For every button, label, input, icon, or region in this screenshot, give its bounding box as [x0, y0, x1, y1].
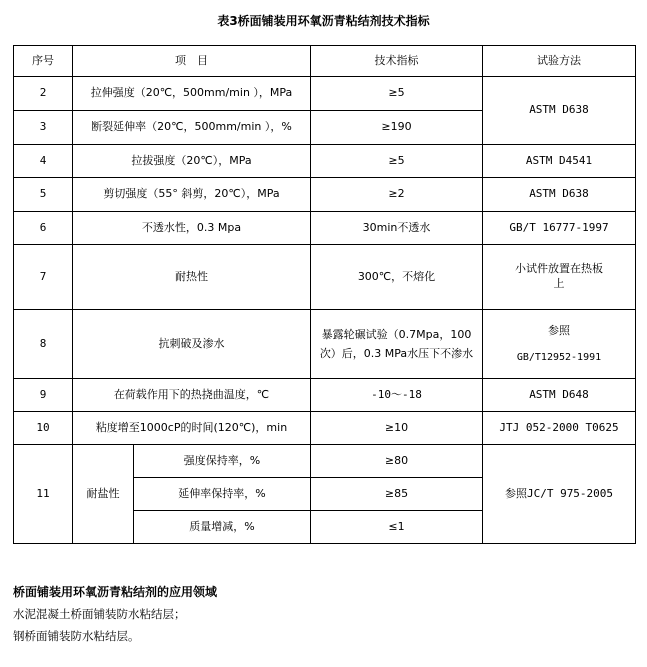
row-no: 2: [14, 77, 73, 111]
row-item: 剪切强度（55° 斜剪，20℃），MPa: [73, 178, 311, 212]
row-group: 耐盐性: [73, 445, 134, 544]
row-method-note: 参照: [548, 323, 570, 337]
row-no: 9: [14, 379, 73, 412]
row-value: 300℃，不熔化: [311, 245, 483, 310]
row-value: -10～-18: [311, 379, 483, 412]
table-row: [14, 145, 636, 178]
spec-table: [13, 45, 636, 544]
row-item: 粘度增至1000cP的时间(120℃)，min: [73, 412, 311, 445]
row-value: ≥5: [311, 77, 483, 111]
row-no: 8: [14, 310, 73, 379]
table-row: [14, 310, 636, 379]
row-value: 暴露轮碾试验（0.7Mpa，100次）后，0.3 MPa水压下不渗水: [311, 310, 483, 379]
row-method: ASTM D4541: [483, 145, 636, 178]
table-row: [14, 445, 636, 478]
row-method: ASTM D648: [483, 379, 636, 412]
subrow-item: 强度保持率，%: [134, 445, 311, 478]
row-no: 5: [14, 178, 73, 212]
row-value: ≥190: [311, 111, 483, 145]
table-row: [14, 178, 636, 212]
table-row: [14, 412, 636, 445]
row-item: 断裂延伸率（20℃，500mm/min ），%: [73, 111, 311, 145]
row-method-standard: GB/T12952-1991: [516, 351, 602, 363]
row-item: 拉伸强度（20℃，500mm/min ），MPa: [73, 77, 311, 111]
table-title: 表3桥面铺装用环氧沥青粘结剂技术指标: [217, 14, 430, 28]
row-no: 4: [14, 145, 73, 178]
row-method: 参照JC/T 975-2005: [483, 445, 636, 544]
row-value: ≥10: [311, 412, 483, 445]
table-row: [14, 212, 636, 245]
header-item: 项 目: [73, 46, 311, 77]
subrow-item: 延伸率保持率，%: [134, 478, 311, 511]
application-heading: 桥面铺装用环氧沥青粘结剂的应用领域: [13, 585, 218, 599]
table-row: [14, 77, 636, 111]
row-value: ≥2: [311, 178, 483, 212]
table-row: [14, 379, 636, 412]
application-line: 水泥混凝土桥面铺装防水粘结层；: [13, 607, 186, 621]
row-item: 耐热性: [73, 245, 311, 310]
row-method: ASTM D638: [483, 178, 636, 212]
row-value: 30min不透水: [311, 212, 483, 245]
row-method: 小试件放置在热板上: [483, 245, 636, 310]
row-item: 在荷载作用下的热挠曲温度，℃: [73, 379, 311, 412]
row-item: 抗刺破及渗水: [73, 310, 311, 379]
row-item: 不透水性，0.3 Mpa: [73, 212, 311, 245]
subrow-value: ≥80: [311, 445, 483, 478]
row-method: GB/T 16777-1997: [483, 212, 636, 245]
row-no: 10: [14, 412, 73, 445]
subrow-value: ≥85: [311, 478, 483, 511]
header-no: 序号: [14, 46, 73, 77]
subrow-item: 质量增减，%: [134, 511, 311, 544]
header-method: 试验方法: [483, 46, 636, 77]
table-row: [14, 245, 636, 310]
row-no: 6: [14, 212, 73, 245]
application-line: 钢桥面铺装防水粘结层。: [13, 629, 140, 643]
row-no: 3: [14, 111, 73, 145]
row-no: 11: [14, 445, 73, 544]
row-method: ASTM D638: [483, 77, 636, 145]
row-method: JTJ 052-2000 T0625: [483, 412, 636, 445]
row-method: [483, 310, 636, 379]
header-value: 技术指标: [311, 46, 483, 77]
table-header-row: [14, 46, 636, 77]
subrow-value: ≤1: [311, 511, 483, 544]
row-value: ≥5: [311, 145, 483, 178]
row-no: 7: [14, 245, 73, 310]
row-item: 拉拔强度（20℃），MPa: [73, 145, 311, 178]
